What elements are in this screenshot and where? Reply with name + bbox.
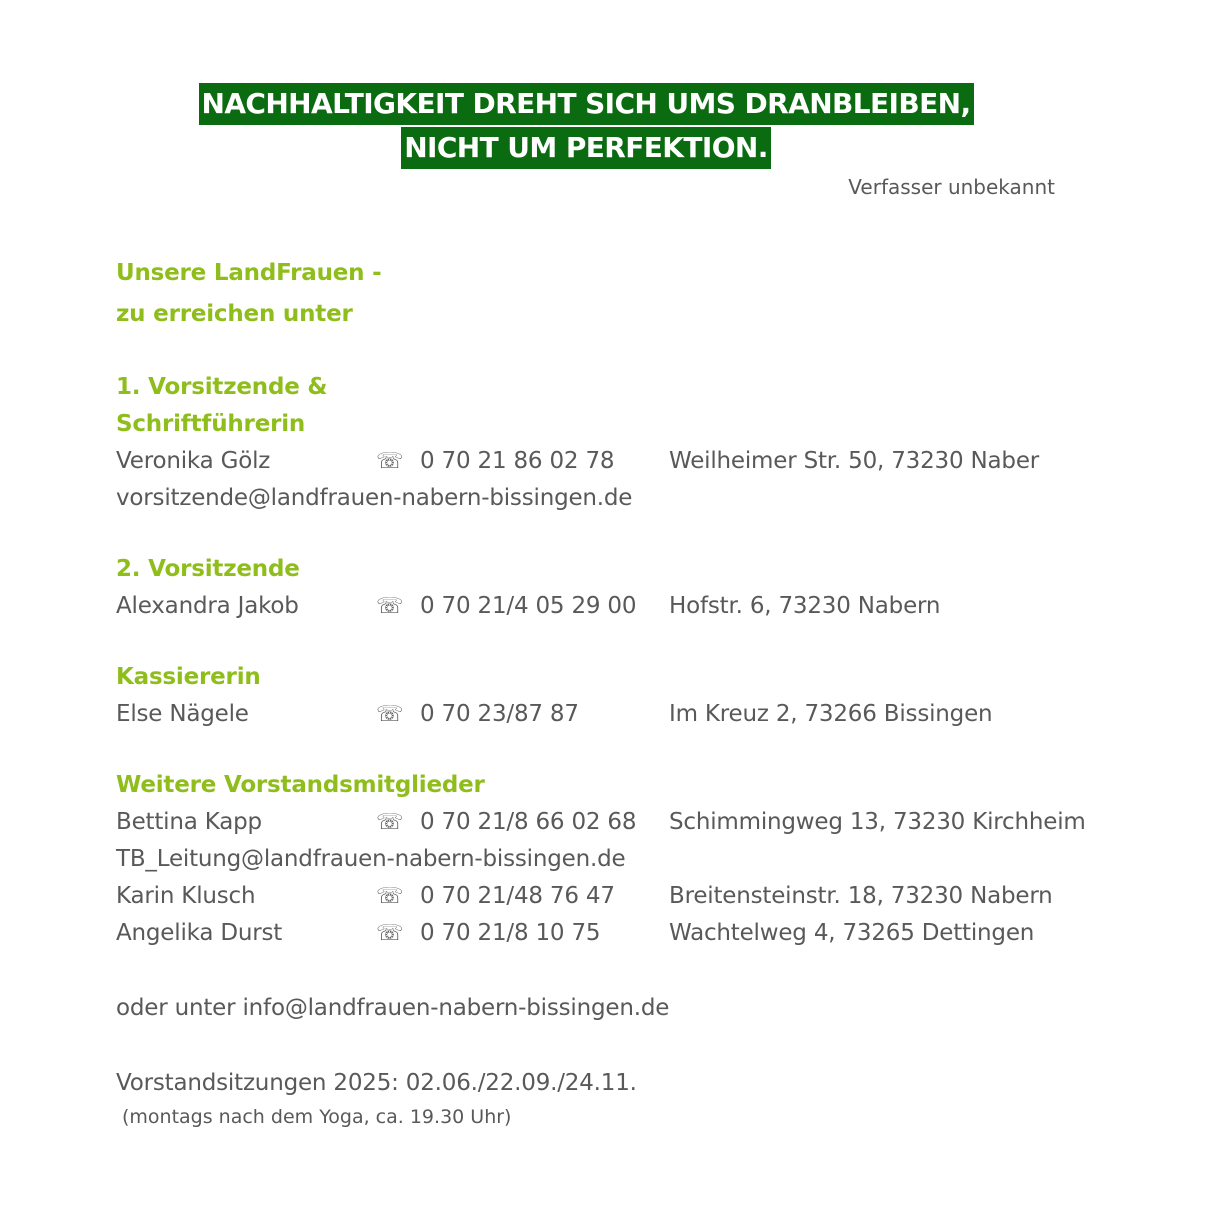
intro-line-2: zu erreichen unter [116,301,353,327]
contact-row [116,915,1166,952]
contact-row [116,696,1166,733]
contact-address: Weilheimer Str. 50, 73230 Naber [669,448,1040,474]
phone-icon: ☏ [376,594,404,619]
phone-icon: ☏ [376,810,404,835]
contact-phone: 0 70 21/8 66 02 68 [420,809,637,835]
contact-list [116,253,1166,1132]
contact-name: Karin Klusch [116,883,256,909]
contact-row [116,878,1166,915]
meetings-dates: Vorstandsitzungen 2025: 02.06./22.09./24.11. [116,1070,637,1096]
phone-icon: ☏ [376,449,404,474]
contact-row [116,443,1166,480]
phone-icon: ☏ [376,884,404,909]
section-heading: 1. Vorsitzende & [116,374,328,400]
sections [116,369,1166,952]
section [116,767,1166,952]
contact-name: Else Nägele [116,701,249,727]
quote-block [0,82,1172,170]
quote-author: Verfasser unbekannt [848,175,1055,199]
section-heading: Schriftführerin [116,411,306,437]
contact-phone: 0 70 21 86 02 78 [420,448,615,474]
section-heading: Weitere Vorstandsmitglieder [116,772,485,798]
quote-line-1: NACHHALTIGKEIT DREHT SICH UMS DRANBLEIBEN, [199,83,974,125]
meetings-note: (montags nach dem Yoga, ca. 19.30 Uhr) [122,1106,512,1128]
phone-icon: ☏ [376,702,404,727]
contact-email: vorsitzende@landfrauen-nabern-bissingen.de [116,485,633,511]
section-heading: 2. Vorsitzende [116,556,300,582]
contact-email: TB_Leitung@landfrauen-nabern-bissingen.de [116,846,626,872]
quote-line-2: NICHT UM PERFEKTION. [401,127,771,169]
phone-icon: ☏ [376,921,404,946]
contact-name: Veronika Gölz [116,448,271,474]
contact-address: Hofstr. 6, 73230 Nabern [669,593,941,619]
contact-name: Bettina Kapp [116,809,262,835]
contact-address: Schimmingweg 13, 73230 Kirchheim [669,809,1086,835]
contact-address: Wachtelweg 4, 73265 Dettingen [669,920,1035,946]
general-email: oder unter info@landfrauen-nabern-bissingen.de [116,995,670,1021]
contact-address: Breitensteinstr. 18, 73230 Nabern [669,883,1053,909]
contact-name: Angelika Durst [116,920,283,946]
section [116,369,1166,517]
section [116,551,1166,625]
contact-address: Im Kreuz 2, 73266 Bissingen [669,701,993,727]
contact-row [116,804,1166,841]
section-heading: Kassiererin [116,664,261,690]
section [116,659,1166,733]
contact-phone: 0 70 21/4 05 29 00 [420,593,637,619]
contact-name: Alexandra Jakob [116,593,299,619]
contact-phone: 0 70 21/8 10 75 [420,920,601,946]
contact-phone: 0 70 21/48 76 47 [420,883,615,909]
contact-row [116,588,1166,625]
contact-phone: 0 70 23/87 87 [420,701,579,727]
intro-line-1: Unsere LandFrauen - [116,260,382,286]
